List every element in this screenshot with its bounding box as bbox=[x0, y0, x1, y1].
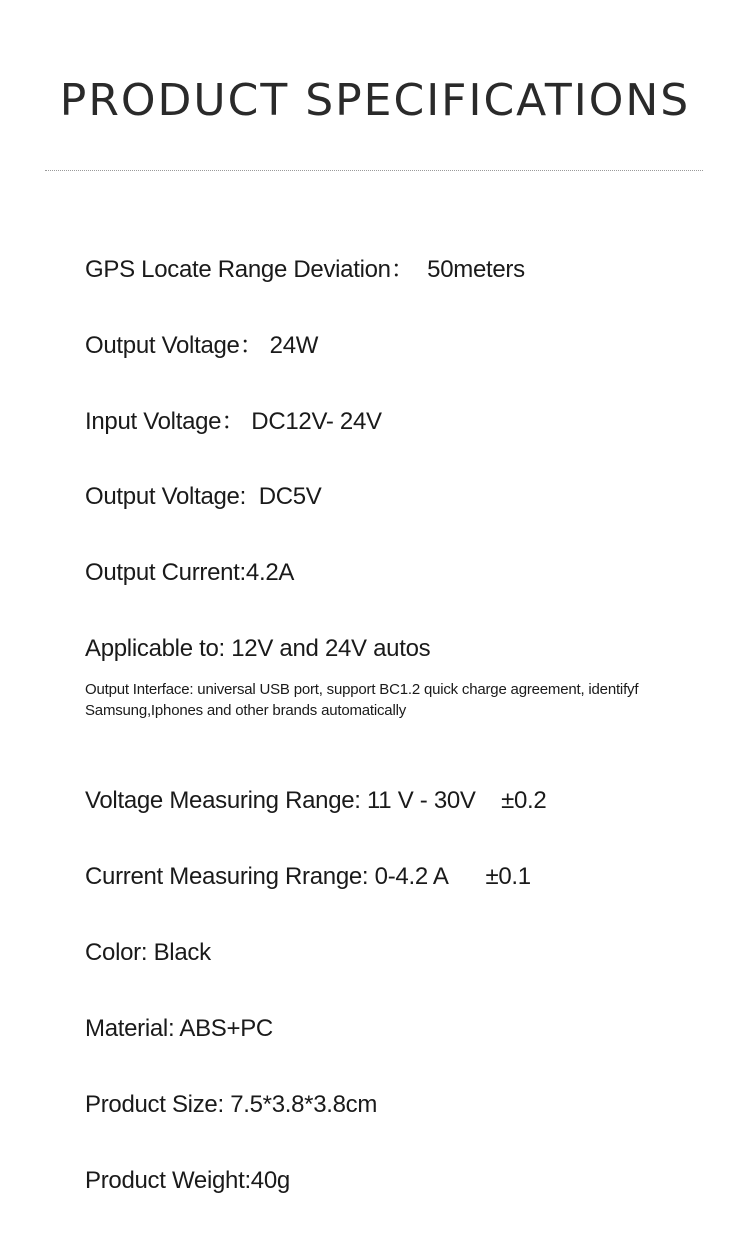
spec-output-voltage: Output Voltage: DC5V bbox=[85, 483, 322, 510]
spec-product-size: Product Size: 7.5*3.8*3.8cm bbox=[85, 1091, 378, 1118]
spec-gps-deviation: GPS Locate Range Deviation： 50meters bbox=[85, 256, 525, 283]
dotted-divider bbox=[45, 170, 703, 171]
spec-output-interface-note: Output Interface: universal USB port, support BC1.2 quick charge agreement, identifyf Samsung,Iphones and other brands automatically bbox=[85, 681, 639, 719]
spec-applicable-to: Applicable to: 12V and 24V autos bbox=[85, 635, 431, 662]
spec-material: Material: ABS+PC bbox=[85, 1015, 273, 1042]
spec-output-current: Output Current:4.2A bbox=[85, 559, 295, 586]
spec-current-measuring-range: Current Measuring Rrange: 0-4.2 A ±0.1 bbox=[85, 863, 531, 890]
spec-output-power: Output Voltage： 24W bbox=[85, 332, 319, 359]
spec-color: Color: Black bbox=[85, 939, 211, 966]
spec-input-voltage: Input Voltage： DC12V- 24V bbox=[85, 408, 382, 435]
page-title: PRODUCT SPECIFICATIONS bbox=[59, 75, 691, 126]
spec-voltage-measuring-range: Voltage Measuring Range: 11 V - 30V ±0.2 bbox=[85, 787, 547, 814]
spec-product-weight: Product Weight:40g bbox=[85, 1167, 290, 1194]
